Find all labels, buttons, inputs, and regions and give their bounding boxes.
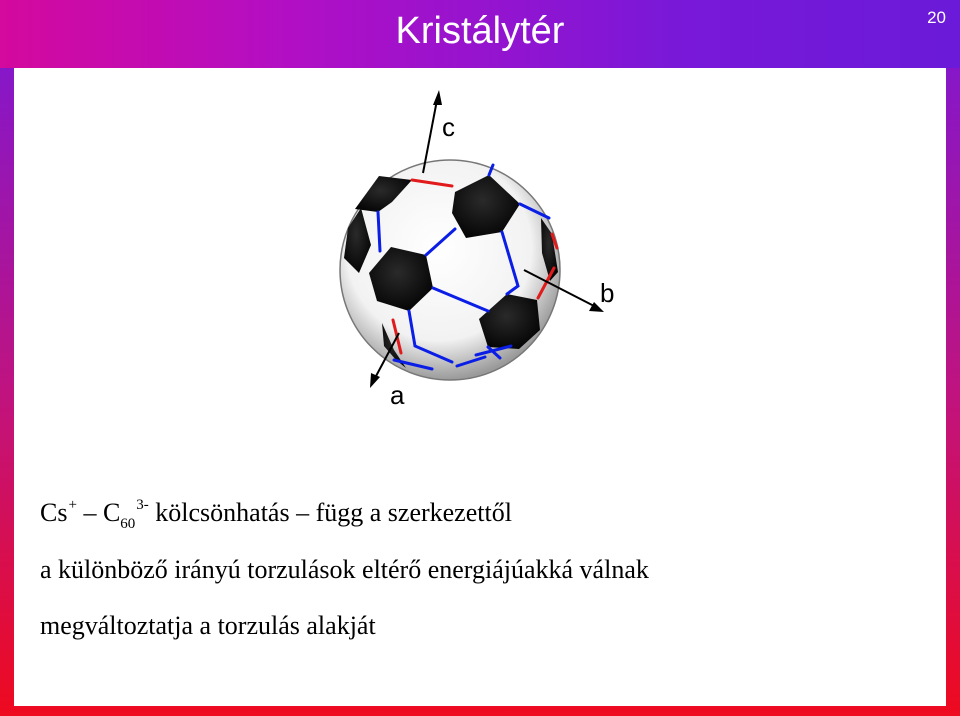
axis-a-arrowhead bbox=[370, 373, 380, 388]
page-number: 20 bbox=[927, 8, 946, 27]
axis-label-b: b bbox=[600, 278, 615, 308]
body-line-2: a különböző irányú torzulások eltérő energiájúakká válnak bbox=[40, 555, 649, 584]
axis-label-c: c bbox=[442, 112, 455, 142]
axis-label-a: a bbox=[390, 380, 405, 410]
line1-text: kölcsönhatás – függ a szerkezettől bbox=[155, 498, 512, 527]
anion-symbol: C bbox=[102, 498, 121, 527]
anion-charge: 3- bbox=[136, 497, 149, 513]
slide-content-panel bbox=[14, 68, 946, 706]
body-line-1 bbox=[40, 497, 512, 532]
cation-symbol: Cs bbox=[40, 498, 68, 527]
slide-title: Kristálytér bbox=[395, 10, 565, 52]
cation-charge: + bbox=[68, 497, 77, 513]
axis-c-arrowhead bbox=[433, 90, 442, 105]
anion-subscript: 60 bbox=[120, 516, 136, 532]
dash: – bbox=[83, 498, 97, 527]
body-line-3: megváltoztatja a torzulás alakját bbox=[40, 611, 376, 640]
